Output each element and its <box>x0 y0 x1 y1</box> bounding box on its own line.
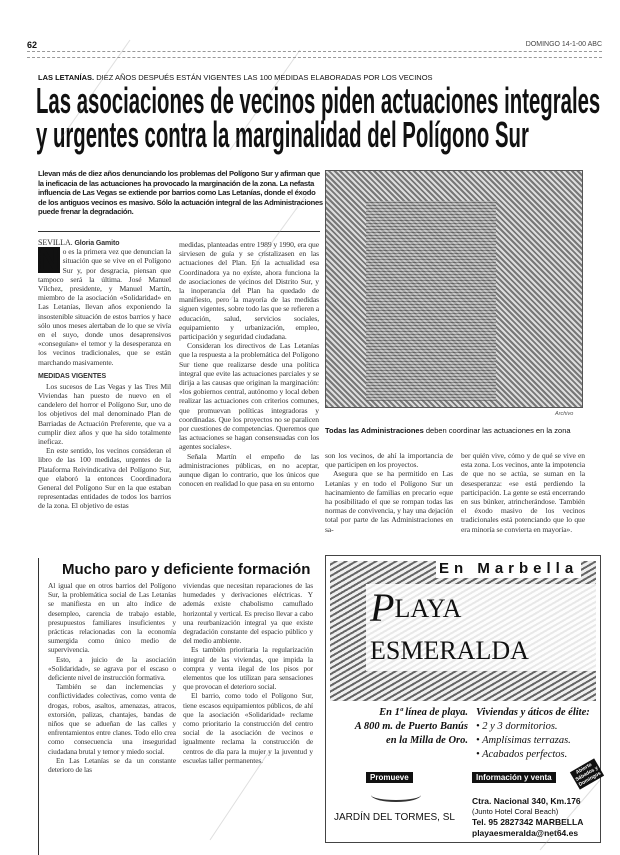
photo-credit: Archivo <box>555 411 574 417</box>
promoter-logo-icon <box>371 788 421 802</box>
byline: SEVILLA. Gloria Gamito <box>38 238 120 247</box>
ad-info-label: Información y venta <box>472 772 556 783</box>
headline: Las asociaciones de vecinos piden actuaciones integrales y urgentes contra la marginalidad del Polígono Sur <box>36 80 601 155</box>
ad-promoter: JARDÍN DEL TORMES, SL <box>334 812 455 823</box>
ad-brand: PLAYA ESMERALDA <box>366 584 600 671</box>
ad-location-lines: En 1ª línea de playa. A 800 m. de Puerto Banús en la Milla de Oro. <box>354 707 468 746</box>
advertisement <box>325 555 601 843</box>
sidebar-column-2: viviendas que necesitan reparaciones de las humedades y derivaciones eléctricas. Y además existe chabolismo camuflado horizontal y vertical. Es preciso llevar a cabo una reurbanización integral ya que existe degradación constante del espacio público y del medio ambiente. Es también prioritaria la regularización integral de las viviendas, que impida la compra y venta ilegal de los pisos por elementos que los utilizan para sensaciones que provocan el deterioro social. El barrio, como todo el Polígono Sur, tiene escasos equipamientos públicos, de ahí que la asociación «Solidaridad» reclame como prioritario la construcción del centro social de la asociación de vecinos e igualmente reclama la construcción de centros de día para la mujer y la juventud y escuelas taller permanentes. <box>183 581 313 765</box>
lead-paragraph: Llevan más de diez años denunciando los problemas del Polígono Sur y afirman que la ineficacia de las actuaciones ha provocado la marginación de la zona. La nefasta influencia de Las Vegas se extiende por barrios como Las Letanías, donde el éxodo de los antiguos vecinos es masivo. Sólo la actuación integral de las Administraciones puede frenar la degradación. <box>38 169 323 217</box>
photo-caption: Todas las Administraciones deben coordinar las actuaciones en la zona <box>325 426 571 435</box>
header-rule <box>27 51 602 54</box>
page-number: 62 <box>27 40 38 50</box>
article-column-2: medidas, planteadas entre 1989 y 1990, era que sirviesen de guía y se cristalizasen en las actuaciones del Plan. En la actualidad esa Coordinadora ya no existe, ahora funciona la de asociaciones de vecinos del Distrito Sur, y la inoperancia del Plan ha quedado de manifiesto, pero la mayoría de las medidas siguen vigentes, sobre todo las que se refieren a educación, salud, servicios sociales, equipamiento y urbanización, empleo, participación y seguridad ciudadana. Consideran los directivos de Las Letanías que la respuesta a la problemática del Polígono Sur tiene que realizarse desde una política integral que evite las actuaciones parciales y se dirija a las causas que originan la marginación: «los gobiernos central, autónomo y local deben realizar las actuaciones con criterios comunes, que promuevan políticas integradoras y coordinadas. Que los proyectos no se paralicen por cuestiones de competencias. Queremos que las actuaciones se hagan consensuadas con los agentes sociales». Señala Martín el empeño de las administraciones públicas, en no aceptar, aunque digan lo contrario, que los únicos que conocen en realidad lo que pasa en su entorno <box>179 240 319 489</box>
sidebar-column-1: Al igual que en otros barrios del Polígono Sur, la problemática social de Las Letanías se manifiesta en un alto índice de desempleo, carencia de trabajo estable, presupuestos familiares insuficientes y prácticas relacionadas con la economía sumergida como único medio de supervivencia. Esto, a juicio de la asociación «Solidaridad», se agrava por el escaso o deficiente nivel de instrucción formativa. También se dan inclemencias y conflictividades colectivas, como venta de drogas, robos, asaltos, amenazas, atracos, extorsión, palizas, chantajes, bandas de niños que se adueñan de las calles y enfrentamientos entre clanes. Todo ello crea como consecuencia una inseguridad ciudadana brutal y temor y miedo social. En Las Letanías se da un constante deterioro de las <box>48 581 176 775</box>
ad-location: En Marbella <box>436 560 581 578</box>
article-column-3: son los vecinos, de ahí la importancia de que participen en los proyectos. Asegura que se ha permitido en Las Letanías y en todo el Polígono Sur un hacinamiento de familias en precario «que ha posibilitado el que se rompan todas las normas de convivencia, y hay una dejación total por parte de las Administraciones en sa- <box>325 451 453 534</box>
article-photo <box>325 170 583 408</box>
article-column-1: SEVILLA. Gloria Gamito N o es la primera vez que denuncian la situación que se vive en el Polígono Sur y, por desgracia, piensan que tampoco será la última. José Manuel Vílchez, presidente, y Manuel Martín, miembro de la asociación «Solidaridad» en Las Letanías, llevan años exponiendo la insostenible situación de estos barrios y hace sólo unos meses alertaban de lo que se vivía en el suyo, donde unos desaprensivos «conseguían» el temor y la desesperanza en los vecinos tradicionales, que se están marchando masivamente. MEDIDAS VIGENTES Los sucesos de Las Vegas y las Tres Mil Viviendas han puesto de nuevo en el candelero del horror el Polígono Sur, uno de los objetivos del mal denominado Plan de Barriadas de Actuación Preferente, que va a cumplir diez años y que ha sido totalmente ineficaz. En este sentido, los vecinos consideran el libro de las 100 medidas, urgentes de la Plataforma Reivindicativa del Polígono Sur, que elaboró la entonces Coordinadora General del Polígono Sur en la que estaban representadas entidades de todos los barrios de la zona. El objetivo de estas <box>38 238 171 511</box>
ad-promoter-label: Promueve <box>366 772 413 783</box>
ad-contact: Ctra. Nacional 340, Km.176 (Junto Hotel Coral Beach) Tel. 95 2827342 MARBELLA playaesmeralda@net64.es <box>472 796 584 838</box>
kicker: LAS LETANÍAS. DIEZ AÑOS DESPUÉS ESTÁN VIGENTES LAS 100 MEDIDAS ELABORADAS POR LOS VECINOS <box>38 73 433 82</box>
divider <box>38 231 320 232</box>
ad-features: Viviendas y áticos de élite: • 2 y 3 dormitorios. • Amplísimas terrazas. • Acabados perfectos. <box>476 707 590 760</box>
article-column-4: ber quién vive, cómo y de qué se vive en esta zona. Los vecinos, ante la impotencia de que no se actúa, se suman en la desesperanza: «se está perdiendo la participación. La gente se está encerrando en sus búnker, atrincherándose. También el éxodo masivo de los vecinos tradicionales está potenciando que lo que era minoría se convierta en mayoría». <box>461 451 585 534</box>
header-rule <box>27 57 602 60</box>
subheading: MEDIDAS VIGENTES <box>38 372 107 380</box>
ad-badge: Abierto Sábados y Domingos <box>570 758 604 789</box>
sidebar-title: Mucho paro y deficiente formación <box>62 561 311 578</box>
issue-date: DOMINGO 14-1-00 ABC <box>525 41 602 48</box>
drop-cap: N <box>38 243 60 277</box>
